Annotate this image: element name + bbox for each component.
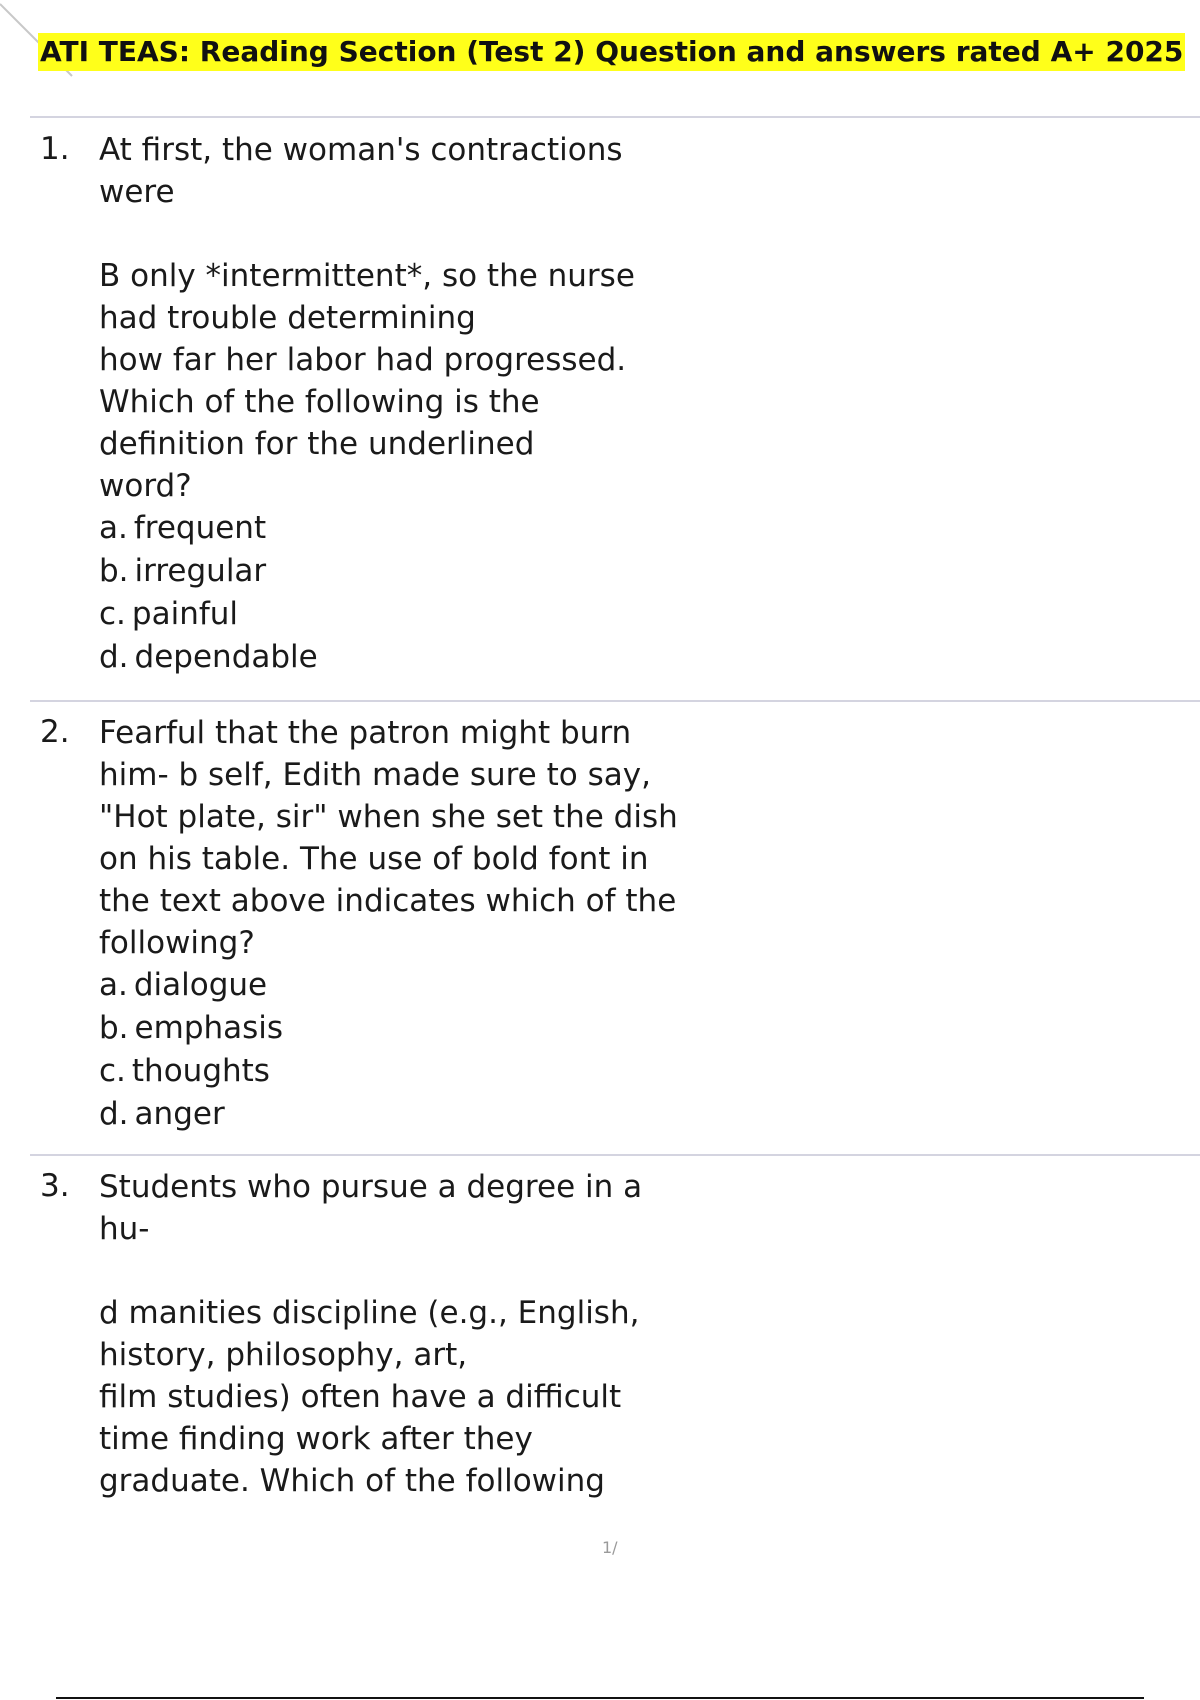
question-line: Students who pursue a degree in a bbox=[99, 1169, 643, 1205]
question-line: had trouble determining bbox=[99, 300, 476, 336]
question-line-blank bbox=[99, 1250, 759, 1292]
option-text: irregular bbox=[134, 553, 267, 589]
question-line: word? bbox=[99, 468, 192, 504]
question-text bbox=[99, 129, 759, 679]
question-text bbox=[99, 1166, 759, 1502]
question-line: history, philosophy, art, bbox=[99, 1337, 468, 1373]
document-title: ATI TEAS: Reading Section (Test 2) Question and answers rated A+ 2025 bbox=[38, 33, 1185, 71]
option-text: anger bbox=[134, 1096, 225, 1132]
question-line: B only *intermittent*, so the nurse bbox=[99, 258, 635, 294]
option-text: thoughts bbox=[131, 1053, 270, 1089]
footer-rule bbox=[56, 1697, 1144, 1699]
answer-option-b bbox=[99, 1007, 759, 1050]
question-line: hu- bbox=[99, 1211, 150, 1247]
divider bbox=[30, 700, 1200, 702]
question-line: At first, the woman's contractions bbox=[99, 132, 623, 168]
question-number: 3. bbox=[40, 1168, 70, 1204]
question-number: 2. bbox=[40, 714, 70, 750]
question-line: Which of the following is the bbox=[99, 384, 540, 420]
option-letter: c. bbox=[99, 1053, 126, 1089]
answer-option-a bbox=[99, 964, 759, 1007]
answer-option-b bbox=[99, 550, 759, 593]
page-number: 1/ bbox=[602, 1538, 618, 1557]
option-letter: a. bbox=[99, 967, 128, 1003]
option-letter: b. bbox=[99, 553, 129, 589]
answer-options bbox=[99, 964, 759, 1136]
question-line: "Hot plate, sir" when she set the dish bbox=[99, 799, 678, 835]
question-line: were bbox=[99, 174, 175, 210]
option-text: dependable bbox=[134, 639, 318, 675]
question-line: on his table. The use of bold font in bbox=[99, 841, 649, 877]
question-line: definition for the underlined bbox=[99, 426, 535, 462]
question-line: graduate. Which of the following bbox=[99, 1463, 605, 1499]
option-letter: a. bbox=[99, 510, 128, 546]
question-line: following? bbox=[99, 925, 255, 961]
option-text: emphasis bbox=[134, 1010, 284, 1046]
question-line: how far her labor had progressed. bbox=[99, 342, 627, 378]
option-text: painful bbox=[131, 596, 239, 632]
option-letter: d. bbox=[99, 639, 129, 675]
answer-option-d bbox=[99, 1093, 759, 1136]
option-letter: d. bbox=[99, 1096, 129, 1132]
answer-options bbox=[99, 507, 759, 679]
option-letter: c. bbox=[99, 596, 126, 632]
question-line: him- b self, Edith made sure to say, bbox=[99, 757, 651, 793]
answer-option-c bbox=[99, 593, 759, 636]
answer-option-c bbox=[99, 1050, 759, 1093]
option-text: dialogue bbox=[133, 967, 268, 1003]
question-line: d manities discipline (e.g., English, bbox=[99, 1295, 640, 1331]
option-text: frequent bbox=[133, 510, 267, 546]
question-number: 1. bbox=[40, 131, 70, 167]
question-line: film studies) often have a difficult bbox=[99, 1379, 622, 1415]
divider bbox=[30, 1154, 1200, 1156]
divider bbox=[30, 116, 1200, 118]
question-line: time finding work after they bbox=[99, 1421, 533, 1457]
question-text bbox=[99, 712, 759, 1136]
question-line: the text above indicates which of the bbox=[99, 883, 677, 919]
answer-option-a bbox=[99, 507, 759, 550]
question-line: Fearful that the patron might burn bbox=[99, 715, 632, 751]
option-letter: b. bbox=[99, 1010, 129, 1046]
answer-option-d bbox=[99, 636, 759, 679]
question-line-blank bbox=[99, 213, 759, 255]
